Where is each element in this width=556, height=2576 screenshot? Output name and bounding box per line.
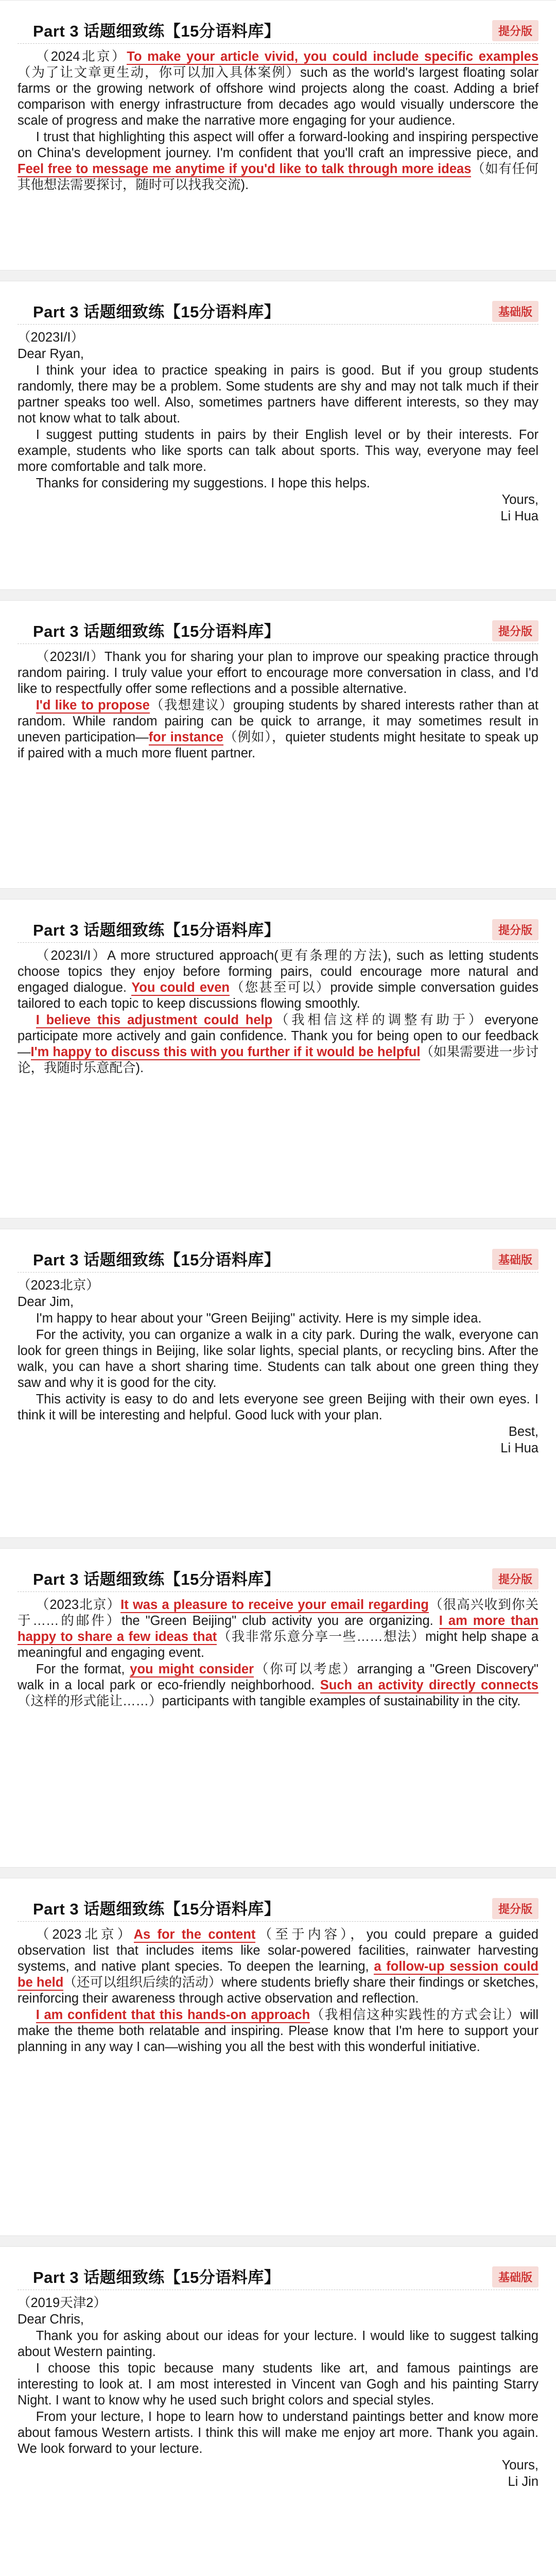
paragraph — [18, 346, 538, 362]
paragraph — [18, 1392, 538, 1423]
level-badge: 提分版 — [492, 1568, 538, 1589]
signature-line — [18, 1424, 538, 1440]
card-title: Part 3 话题细致练【15分语料库】 — [33, 921, 281, 939]
paragraph — [18, 1311, 538, 1327]
level-badge: 提分版 — [492, 1898, 538, 1919]
text-run: （2023北京） — [36, 1927, 134, 1942]
text-run: I suggest putting students in pairs by their English level or by their interests. For example, students who like sports can talk about sports. This way, everyone may feel more comfortable and talk more. — [18, 428, 538, 474]
card-header — [18, 615, 538, 644]
text-run: （2023I/I）A more structured approach(更有条理的方法), such as letting students choose topics they enjoy before forming pairs, could encourage more natural and engaged dialogue. — [18, 948, 538, 995]
signature-line — [18, 492, 538, 508]
card-header — [18, 296, 538, 325]
card-title: Part 3 话题细致练【15分语料库】 — [33, 2268, 281, 2286]
highlighted-phrase: I am confident that this hands-on approach — [36, 2008, 310, 2022]
card-body — [18, 2295, 538, 2490]
text-run: （如果需要进一步讨论，我随时乐意配合). — [18, 1045, 538, 1075]
text-run: （2023I/I）Thank you for sharing your plan to improve our speaking practice through random pairing. I truly value your effort to encourage more conversation in class, and I'd like to respectfully offer some reflections and a possible alternative. — [18, 650, 538, 696]
snippet-card — [0, 1548, 556, 1868]
paragraph — [18, 129, 538, 193]
card-title: Part 3 话题细致练【15分语料库】 — [33, 622, 281, 640]
text-run: Dear Ryan, — [18, 347, 84, 361]
level-badge: 基础版 — [492, 1249, 538, 1270]
level-badge: 基础版 — [492, 301, 538, 322]
card-title: Part 3 话题细致练【15分语料库】 — [33, 1900, 281, 1918]
card-title: Part 3 话题细致练【15分语料库】 — [33, 303, 281, 321]
text-run: For the activity, you can organize a walk in a city park. During the walk, everyone can look for green things in Beijing, like solar lights, special plants, or recycling bins. After the walk, you can have a short sharing time. Students can talk about one green thing they saw and why it is good for the city. — [18, 1328, 538, 1390]
card-title: Part 3 话题细致练【15分语料库】 — [33, 1570, 281, 1588]
text-run: This activity is easy to do and lets everyone see green Beijing with their own eyes. I think it will be interesting and helpful. Good luck with your plan. — [18, 1392, 538, 1422]
paragraph — [18, 1662, 538, 1709]
signature-line — [18, 509, 538, 524]
paragraph — [18, 2328, 538, 2360]
snippet-card — [0, 1878, 556, 2236]
text-run: （2019天津2） — [18, 2296, 107, 2310]
highlighted-phrase: a follow-up session could be held — [18, 1959, 538, 1990]
text-run: Dear Chris, — [18, 2312, 84, 2327]
text-run: （2024北京） — [36, 49, 127, 64]
level-badge: 提分版 — [492, 919, 538, 940]
paragraph — [18, 1012, 538, 1076]
highlighted-phrase: you might consider — [130, 1662, 254, 1676]
text-run: （还可以组织后续的活动）where students briefly share their findings or sketches, reinforcing their awareness through active observation and reflection. — [18, 1975, 538, 2006]
highlighted-phrase: It was a pleasure to receive your email regarding — [120, 1598, 429, 1612]
text-run: （如有任何其他想法需要探讨，随时可以找我交流). — [18, 162, 538, 192]
text-run: Li Hua — [500, 1441, 538, 1455]
highlighted-phrase: You could even — [131, 980, 230, 995]
signature-line — [18, 2474, 538, 2490]
text-run: Dear Jim, — [18, 1295, 74, 1309]
highlighted-phrase: I am more than happy to share a few ideas that — [18, 1614, 538, 1644]
snippet-card — [0, 600, 556, 889]
snippet-card — [0, 281, 556, 590]
text-run: （2023北京） — [18, 1278, 99, 1293]
text-run: （你可以考虑）arranging a "Green Discovery" walk in a local park or eco-friendly neighborhood. — [18, 1662, 538, 1692]
card-body — [18, 1278, 538, 1456]
text-run: Yours, — [501, 493, 538, 507]
header-divider — [18, 324, 538, 325]
card-header — [18, 1244, 538, 1273]
card-title: Part 3 话题细致练【15分语料库】 — [33, 22, 281, 40]
text-run: I choose this topic because many students like art, and famous paintings are interesting to look at. I am most interested in Vincent van Gogh and his painting Starry Night. I want to know why he used such bright colors and special styles. — [18, 2361, 538, 2408]
text-run: For the format, — [36, 1662, 130, 1676]
level-badge: 基础版 — [492, 2266, 538, 2287]
header-divider — [18, 643, 538, 644]
card-header — [18, 15, 538, 44]
highlighted-phrase: Feel free to message me anytime if you'd like to talk through more ideas — [18, 162, 472, 176]
snippet-card — [0, 2246, 556, 2576]
paragraph — [18, 49, 538, 129]
paragraph — [18, 948, 538, 1012]
highlighted-phrase: I'm happy to discuss this with you further if it would be helpful — [30, 1045, 421, 1059]
text-run: （2023北京） — [36, 1598, 121, 1612]
text-run: Li Jin — [508, 2475, 538, 2489]
text-run: I trust that highlighting this aspect will offer a forward-looking and inspiring perspective on China's development journey. I'm confident that you'll craft an impressive piece, and — [18, 130, 538, 160]
header-divider — [18, 43, 538, 44]
text-run: （例如），quieter students might hesitate to speak up if paired with a much more fluent partner. — [18, 730, 538, 760]
snippet-card — [0, 899, 556, 1218]
text-run: （您甚至可以）provide simple conversation guides tailored to each topic to keep discussions flowing smoothly. — [18, 980, 538, 1011]
header-divider — [18, 1591, 538, 1592]
card-body — [18, 49, 538, 193]
text-run: Thanks for considering my suggestions. I hope this helps. — [36, 476, 370, 490]
text-run: （我相信这种实践性的方式会让）will make the theme both relatable and inspiring. Please know that I'm here to support your planning in any way I can—wishing you all the best with this wonderful initiative. — [18, 2008, 538, 2054]
signature-line — [18, 2458, 538, 2473]
signature-line — [18, 1440, 538, 1456]
highlighted-phrase: To make your article vivid, you could include specific examples — [127, 49, 538, 64]
paragraph — [18, 2361, 538, 2409]
paragraph — [18, 1927, 538, 2007]
card-body — [18, 1597, 538, 1709]
paragraph — [18, 2295, 538, 2311]
text-run: （至于内容），you could prepare a guided observation list that includes items like solar-powered facilities, rainwater harvesting systems, and native plant species. To deepen the learning, — [18, 1927, 538, 1974]
text-run: （这样的形式能让……）participants with tangible examples of sustainability in the city. — [18, 1694, 521, 1708]
paragraph — [18, 2007, 538, 2055]
text-run: From your lecture, I hope to learn how to understand paintings better and know more about famous Western artists. I think this will make me enjoy art more. Thank you again. We look forward to your lecture. — [18, 2410, 538, 2456]
paragraph — [18, 427, 538, 475]
highlighted-phrase: Such an activity directly connects — [320, 1678, 538, 1692]
card-title: Part 3 话题细致练【15分语料库】 — [33, 1251, 281, 1269]
paragraph — [18, 2312, 538, 2328]
paragraph — [18, 1294, 538, 1310]
paragraph — [18, 1278, 538, 1294]
text-run: （我相信这样的调整有助于）everyone participate more actively and gain confidence. Thank you for being open to our feedback— — [18, 1013, 539, 1059]
text-run: （为了让文章更生动，你可以加入具体案例）such as the world's largest floating solar farms or the growing network of offshore wind projects along the coast. Adding a brief comparison with energy infrastructure from decades ago would visually underscore the scale of progress and make the narrative more engaging for your audience. — [18, 65, 538, 128]
card-header — [18, 2261, 538, 2290]
paragraph — [18, 649, 538, 697]
card-header — [18, 914, 538, 943]
paragraph — [18, 1327, 538, 1391]
paragraph — [18, 363, 538, 427]
highlighted-phrase: I'd like to propose — [36, 698, 150, 713]
header-divider — [18, 942, 538, 943]
paragraph — [18, 1597, 538, 1661]
text-run: I'm happy to hear about your "Green Beijing" activity. Here is my simple idea. — [36, 1311, 482, 1326]
text-run: I think your idea to practice speaking in pairs is good. But if you group students randomly, there may be a problem. Some students are shy and may not talk much if their partner speaks too well. Also, sometimes partners have different interests, so they may not know what to talk about. — [18, 363, 538, 426]
card-body — [18, 649, 538, 761]
text-run: （我非常乐意分享一些……想法）might help shape a meaningful and engaging event. — [18, 1630, 539, 1660]
paragraph — [18, 698, 538, 761]
card-body — [18, 948, 538, 1076]
paragraph — [18, 330, 538, 346]
level-badge: 提分版 — [492, 620, 538, 641]
highlighted-phrase: As for the content — [133, 1927, 256, 1942]
highlighted-phrase: I believe this adjustment could help — [36, 1013, 273, 1027]
paragraph — [18, 476, 538, 492]
header-divider — [18, 1921, 538, 1922]
text-run: Yours, — [501, 2458, 538, 2472]
header-divider — [18, 1272, 538, 1273]
level-badge: 提分版 — [492, 20, 538, 41]
text-run: Li Hua — [500, 509, 538, 523]
text-run: （很高兴收到你关于……的邮件）the "Green Beijing" club activity you are organizing. — [18, 1598, 538, 1628]
paragraph — [18, 2409, 538, 2457]
highlighted-phrase: for instance — [148, 730, 224, 744]
card-body — [18, 1927, 538, 2055]
text-run: Thank you for asking about our ideas for your lecture. I would like to suggest talking about Western painting. — [18, 2329, 538, 2359]
text-run: Best, — [508, 1425, 538, 1439]
card-header — [18, 1893, 538, 1922]
snippet-card — [0, 1229, 556, 1538]
card-header — [18, 1563, 538, 1592]
snippet-card — [0, 0, 556, 270]
card-body — [18, 330, 538, 524]
text-run: （我想建议）grouping students by shared interests rather than at random. While random pairing can be quick to arrange, it may sometimes result in uneven participation— — [18, 698, 538, 744]
text-run: （2023I/I） — [18, 330, 84, 345]
